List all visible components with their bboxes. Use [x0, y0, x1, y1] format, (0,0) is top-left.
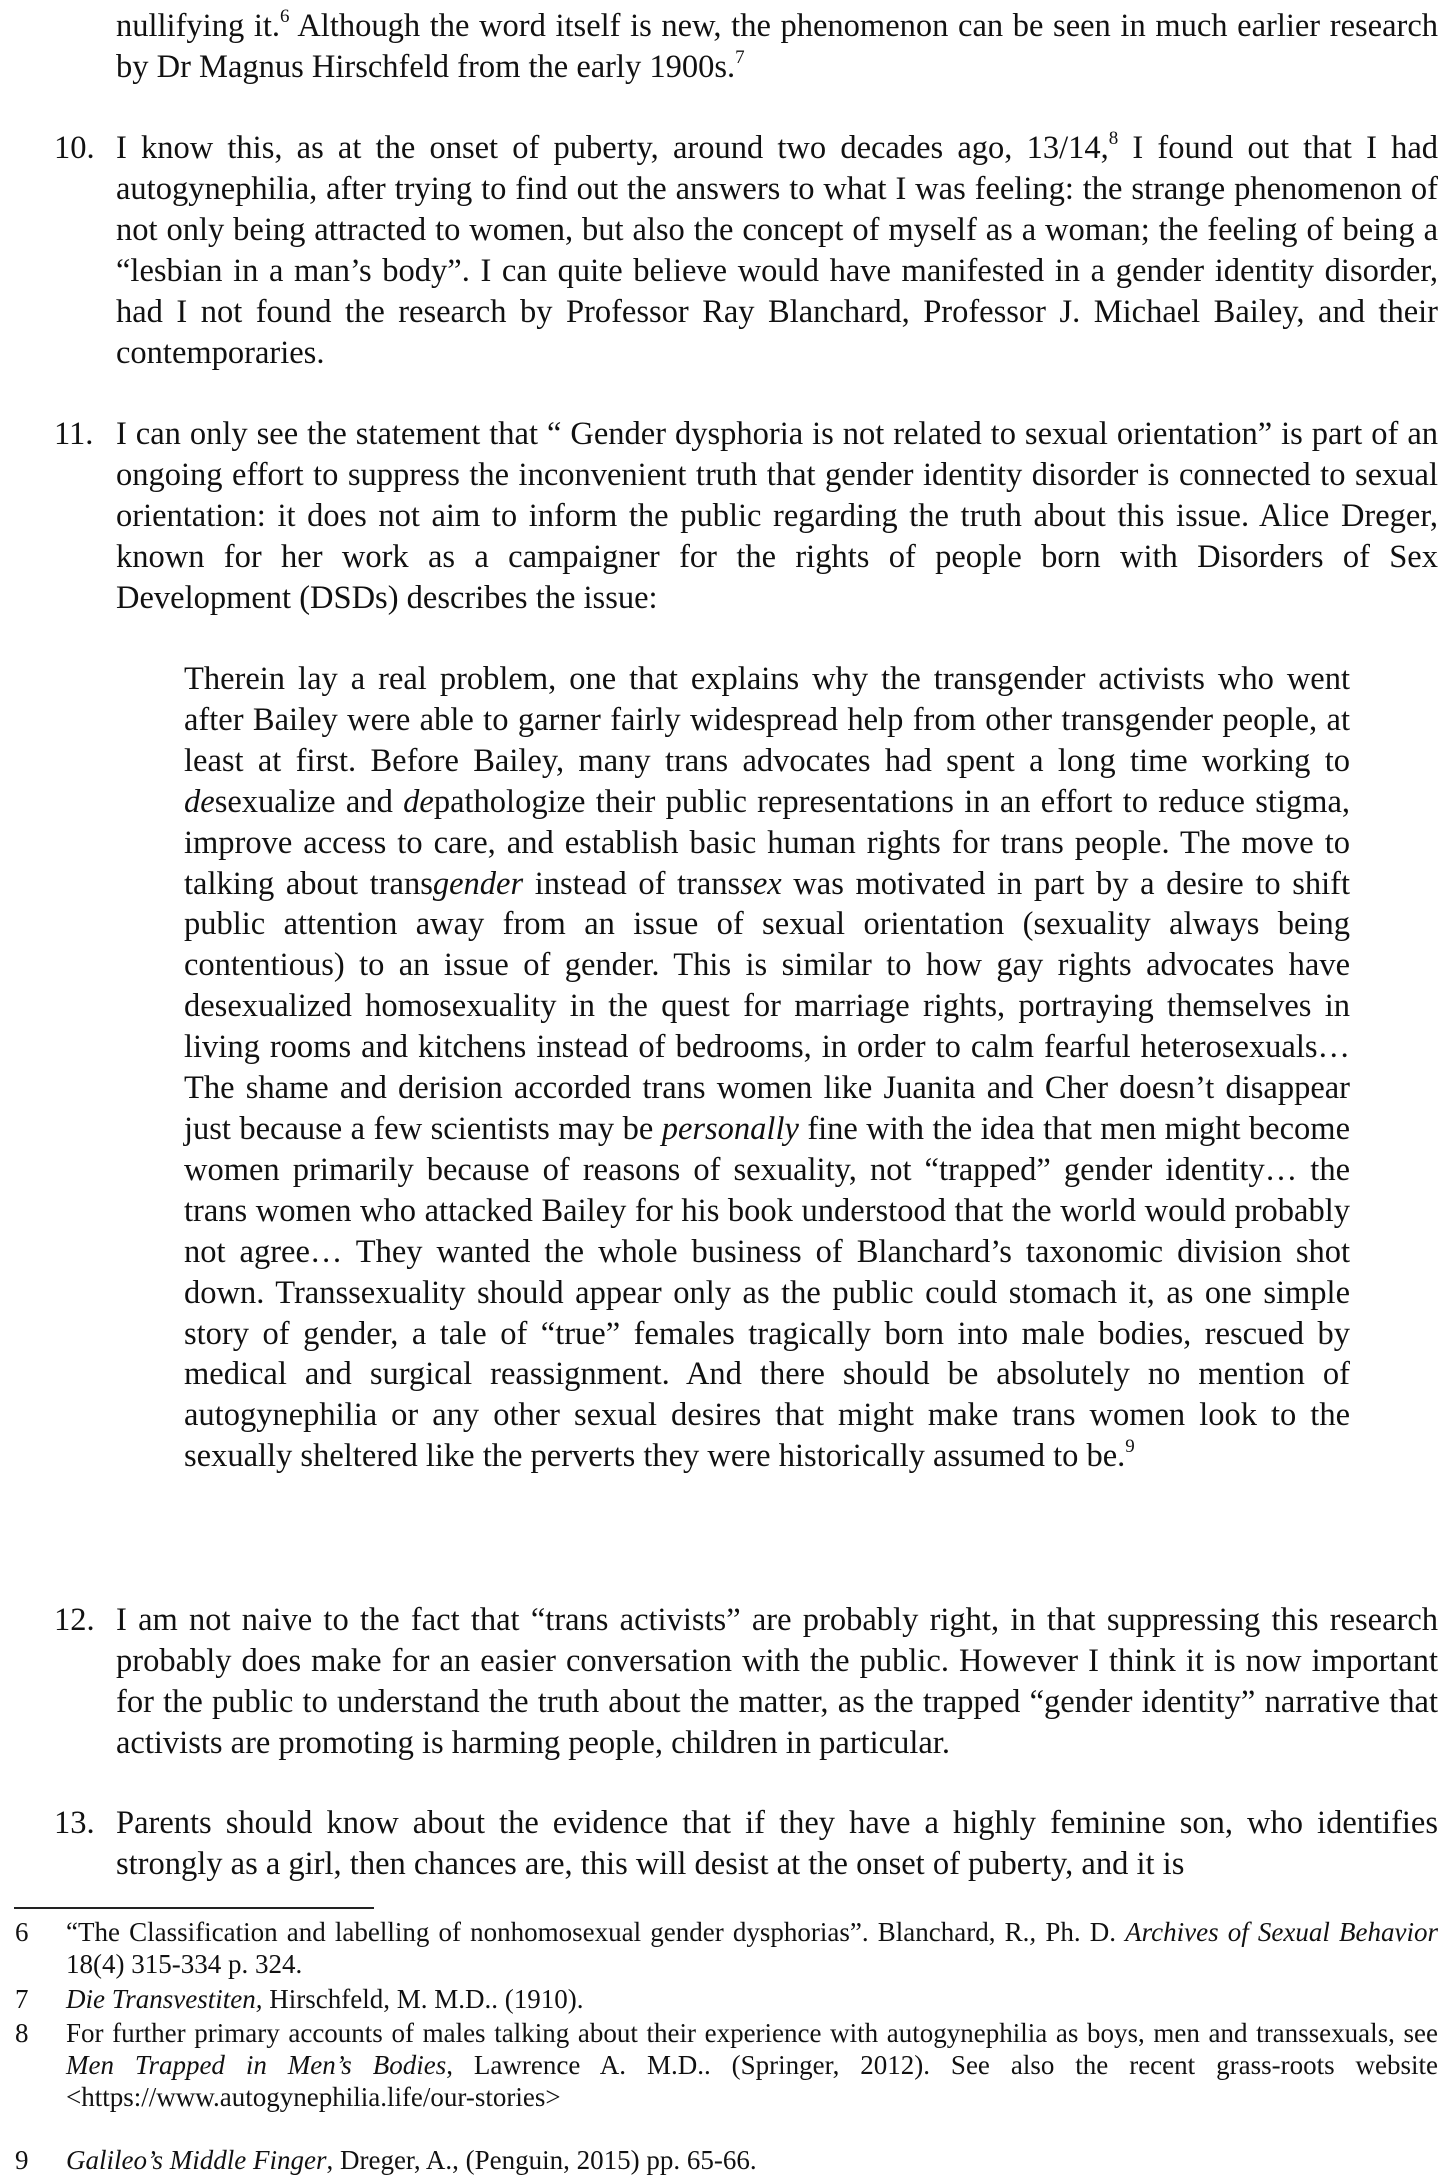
footnote-number-9: 9 — [15, 2145, 29, 2175]
quote-emphasis: personally — [661, 1110, 799, 1147]
footnote-italic: Men Trapped in Men’s Bodies — [66, 2049, 447, 2080]
footnote-number-8: 8 — [15, 2018, 29, 2048]
quote-text: pathologize their public representations in an effort to reduce stigma, improve access to care, and establish basic human rights for trans people. The move to talking about trans — [184, 783, 1350, 902]
paragraph-number-10: 10. — [54, 130, 95, 166]
quote-emphasis: de — [403, 783, 434, 820]
paragraph-12: I am not naive to the fact that “trans activists” are probably right, in that suppressing this research probably does make for an easier conversation with the public. However I think it is now important for the public to understand the truth about the matter, as the trapped “gender identity” narrative that activists are promoting is harming people, children in particular. — [116, 1602, 1438, 1761]
footnote-text: Ph. D. — [1045, 1917, 1126, 1947]
footnote-7 — [66, 1984, 1438, 2016]
footnote-text: , Lawrence A. M.D.. (Springer, 2012). See also the recent grass-roots website <https://www.autogynephilia.life/our-stories> — [66, 2049, 1438, 2112]
quote-emphasis: gender — [432, 865, 524, 902]
footnote-italic: Die Transvestiten, — [66, 1984, 263, 2014]
footnote-8 — [66, 2018, 1438, 2113]
footnote-text: , Dreger, A., (Penguin, 2015) pp. 65-66. — [326, 2145, 757, 2175]
quote-text: sexualize and — [214, 783, 404, 820]
footnote-ref-8[interactable]: 8 — [1108, 128, 1119, 150]
quote-emphasis: de — [184, 783, 215, 820]
footnote-9 — [66, 2145, 1438, 2177]
footnote-number-7: 7 — [15, 1984, 29, 2014]
paragraph-9-continued — [116, 6, 1438, 88]
paragraph-number-12: 12. — [54, 1602, 95, 1638]
footnote-text: Hirschfeld, M. M.D.. (1910). — [262, 1984, 584, 2014]
paragraph-number-11: 11. — [54, 416, 94, 452]
paragraph-number-13: 13. — [54, 1805, 95, 1841]
footnote-italic: Archives of Sexual Behavior — [1125, 1917, 1439, 1947]
footnote-ref-6[interactable]: 6 — [280, 6, 290, 28]
quote-text: Therein lay a real problem, one that explains why the transgender activists who went after Bailey were able to garner fairly widespread help from other transgender people, at least at first. Before Bailey, many trans advocates had spent a long time working to — [184, 661, 1350, 779]
footnote-ref-7[interactable]: 7 — [735, 47, 745, 69]
paragraph-text: nullifying it. — [116, 8, 280, 44]
footnote-6 — [66, 1917, 1438, 1981]
paragraph-13: Parents should know about the evidence that if they have a highly feminine son, who identifies strongly as a girl, then chances are, this will desist at the onset of puberty, and it is — [116, 1805, 1438, 1882]
paragraph-text: I know this, as at the onset of puberty, around two decades ago, 13/14, — [116, 130, 1109, 166]
footnote-text: 18(4) 315-334 p. 324. — [66, 1948, 303, 1979]
quote-text: fine with the idea that men might become women primarily because of reasons of sexuality, not “trapped” gender identity… the trans women who attacked Bailey for his book understood that the world would probably not agree… They wanted the whole business of Blanchard’s taxonomic division shot down. Transsexuality should appear only as the public could stomach it, as one simple story of gender, a tale of “true” females tragically born into male bodies, rescued by medical and surgical reassignment. And there should be absolutely no mention of autogynephilia or any other sexual desires that might make trans women look to the sexually sheltered like the perverts they were historically assumed to be. — [184, 1110, 1350, 1475]
quote-text: instead of trans — [523, 865, 741, 902]
quote-emphasis: sex — [740, 865, 782, 902]
paragraph-text: I found out that I had autogynephilia, after trying to find out the answers to what I was feeling: the strange phenomenon of not only being attracted to women, but also the concept of myself as a woman; the feeling of being a “lesbian in a man’s body”. I can quite believe would have manifested in a gender identity disorder, had I not found the research by Professor Ray Blanchard, Professor J. Michael Bailey, and their contemporaries. — [116, 130, 1438, 371]
footnote-ref-9[interactable]: 9 — [1125, 1436, 1135, 1458]
quote-text: was motivated in part by a desire to shift public attention away from an issue of sexual orientation (sexuality always being contentious) to an issue of gender. This is similar to how gay rights advocates have desexualized homosexuality in the quest for marriage rights, portraying themselves in living rooms and kitchens instead of bedrooms, in order to calm fearful heterosexuals… The shame and derision accorded trans women like Juanita and Cher doesn’t disappear just because a few scientists may be — [184, 865, 1350, 1147]
footnote-separator — [14, 1907, 374, 1909]
block-quote — [184, 659, 1350, 1477]
footnote-text: “The Classification and labelling of nonhomosexual gender dysphorias”. Blanchard, R. — [66, 1917, 1030, 1947]
footnote-italic: , — [1029, 1917, 1046, 1947]
footnote-italic: Galileo’s Middle Finger — [66, 2145, 327, 2175]
paragraph-11: I can only see the statement that “ Gender dysphoria is not related to sexual orientation” is part of an ongoing effort to suppress the inconvenient truth that gender identity disorder is connected to sexual orientation: it does not aim to inform the public regarding the truth about this issue. Alice Dreger, known for her work as a campaigner for the rights of people born with Disorders of Sex Development (DSDs) describes the issue: — [116, 416, 1438, 616]
footnote-number-6: 6 — [15, 1917, 29, 1947]
paragraph-text: Although the word itself is new, the phenomenon can be seen in much earlier research by Dr Magnus Hirschfeld from the early 1900s. — [116, 8, 1438, 85]
footnote-text: For further primary accounts of males talking about their experience with autogynephilia as boys, men and transsexuals, see — [66, 2018, 1438, 2048]
paragraph-10 — [116, 128, 1438, 373]
